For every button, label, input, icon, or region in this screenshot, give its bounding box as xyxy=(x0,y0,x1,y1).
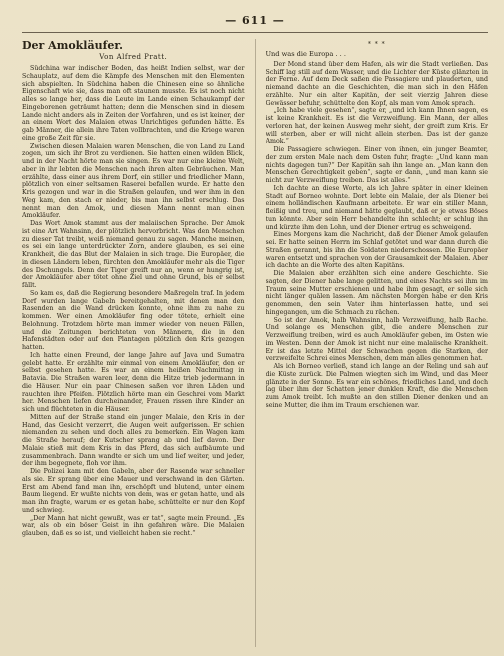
article-title: Der Amokläufer. xyxy=(22,39,123,52)
article-paragraph: Die Malaien aber erzählten sich eine andere Geschichte. Sie sagten, der Diener habe lange gelitten, und eines Nachts sei ihm im Traum seine Mutter erschienen und habe ihm gesagt, er solle sich nicht länger quälen lassen. Am nächsten Morgen habe er den Kris genommen, den sein Vater ihm hinterlassen hatte, und sei hingegangen, um die Schmach zu rächen. xyxy=(265,270,488,316)
article-paragraph: Als ich Borneo verließ, stand ich lange an der Reling und sah auf die Küste zurück. Die Palmen wiegten sich im Wind, und das Meer glänzte in der Sonne. Es war ein schönes, friedliches Land, und doch lag über ihm der Schatten jener dunklen Kraft, die die Menschen zum Amok treibt. Ich mußte an den stillen Diener denken und an seine Mutter, die ihm im Traum erschienen war. xyxy=(265,363,488,409)
section-subheading: Und was die Europa . . . xyxy=(265,50,346,58)
article-paragraph: Das Wort Amok stammt aus der malaiischen Sprache. Der Amok ist eine Art Wahnsinn, der plötzlich hervorbricht. Was den Menschen zu dieser Tat treibt, weiß niemand genau zu sagen. Manche meinen, es sei ein lange unterdrückter Zorn, andere glauben, es sei eine Krankheit, die das Blut der Malaien in sich trage. Die Europäer, die in diesen Ländern leben, fürchten den Amokläufer mehr als die Tiger des Dschungels. Denn der Tiger greift nur an, wenn er hungrig ist, der Amokläufer aber tötet ohne Ziel und ohne Grund, bis er selbst fällt. xyxy=(22,220,245,289)
article-paragraph: Ich hatte einen Freund, der lange Jahre auf Java und Sumatra gelebt hatte. Er erzählte mir einmal von einem Amokläufer, den er selbst gesehen hatte. Es war an einem heißen Nachmittag in Batavia. Die Straßen waren leer, denn die Hitze trieb jedermann in die Häuser. Nur ein paar Chinesen saßen vor ihren Läden und rauchten ihre Pfeifen. Plötzlich hörte man ein Geschrei vom Markt her. Menschen liefen durcheinander, Frauen rissen ihre Kinder an sich und flüchteten in die Häuser. xyxy=(22,351,245,413)
article-paragraph: So ist der Amok, halb Wahnsinn, halb Verzweiflung, halb Rache. Und solange es Menschen gibt, die andere Menschen zur Verzweiflung treiben, wird es auch Amokläufer geben, im Osten wie im Westen. Denn der Amok ist nicht nur eine malaiische Krankheit. Er ist das letzte Mittel der Schwachen gegen die Starken, der verzweifelte Schrei eines Menschen, dem man alles genommen hat. xyxy=(265,316,488,363)
article-paragraph: Südchina war indischer Boden, das heißt Indien selbst, war der Schauplatz, auf dem die Kämpfe des Menschen mit den Elementen sich abspielten. In Südchina haben die Chinesen eine so ähnliche Eigenschaft wie sie, dass man oft staunen musste. Es ist noch nicht alles so lange her, dass die Leute im Lande einen Schaukampf der Eingeborenen geträumt hatten; denn die Menschen sind in diesem Lande nicht anders als in Zeiten der Vorfahren, und es ist keiner, der an einem Wort des Malaien etwas Unrichtiges gefunden hätte. Es gab Männer, die allein ihre Taten vollbrachten, und die Kriege waren eine große Zeit für sie. xyxy=(22,65,245,142)
column-rule xyxy=(255,39,256,647)
left-column xyxy=(22,39,245,647)
section-ornament: * * * xyxy=(367,41,386,48)
page-header xyxy=(22,14,488,33)
article-paragraph: Mitten auf der Straße stand ein junger Malaie, den Kris in der Hand, das Gesicht verzerrt, die Augen weit aufgerissen. Er schien niemanden zu sehen und doch alles zu bemerken. Ein Wagen kam die Straße herauf; der Kutscher sprang ab und lief davon. Der Malaie stieß mit dem Kris in das Pferd, das sich aufbäumte und zusammenbrach. Dann wandte er sich um und lief weiter, und jeder, der ihm begegnete, floh vor ihm. xyxy=(22,413,245,468)
article-paragraph: „Ich habe viele gesehen“, sagte er, „und ich kann Ihnen sagen, es ist keine Krankheit. Es ist die Verzweiflung. Ein Mann, der alles verloren hat, der keinen Ausweg mehr sieht, der greift zum Kris. Er will sterben, aber er will nicht allein sterben. Das ist der ganze Amok.“ xyxy=(265,107,488,146)
article-paragraph: Ich dachte an diese Worte, als ich Jahre später in einer kleinen Stadt auf Borneo wohnte. Dort lebte ein Malaie, der als Diener bei einem holländischen Kaufmann arbeitete. Er war ein stiller Mann, fleißig und treu, und niemand hätte geglaubt, daß er je etwas Böses tun könnte. Aber sein Herr behandelte ihn schlecht; er schlug ihn und kürzte ihm den Lohn, und der Diener ertrug es schweigend. xyxy=(265,184,488,231)
right-column xyxy=(266,39,489,647)
article-paragraph: Die Passagiere schwiegen. Einer von ihnen, ein junger Beamter, der zum ersten Male nach dem Osten fuhr, fragte: „Und kann man nichts dagegen tun?“ Der Kapitän sah ihn lange an. „Man kann den Menschen Gerechtigkeit geben“, sagte er dann, „und man kann sie nicht zur Verzweiflung treiben. Das ist alles.“ xyxy=(265,146,488,184)
article-paragraph: Die Polizei kam mit den Gabeln, aber der Rasende war schneller als sie. Er sprang über eine Mauer und verschwand in den Gärten. Erst am Abend fand man ihn, erschöpft und blutend, unter einem Baum liegend. Er wußte nichts von dem, was er getan hatte, und als man ihn fragte, warum er es getan habe, schüttelte er nur den Kopf und schwieg. xyxy=(22,468,245,514)
page-number: — 611 — xyxy=(225,14,285,27)
article-paragraph: Der Mond stand über dem Hafen, als wir die Stadt verließen. Das Schiff lag still auf dem Wasser, und die Lichter der Küste glänzten in der Ferne. Auf dem Deck saßen die Passagiere und plauderten, und niemand dachte an die Geschichten, die man sich in den Häfen erzählte. Nur ein alter Kapitän, der seit vierzig Jahren diese Gewässer befuhr, schüttelte den Kopf, als man vom Amok sprach. xyxy=(265,60,488,107)
article-paragraph: „Der Mann hat nicht gewußt, was er tat“, sagte mein Freund. „Es war, als ob ein böser Geist in ihn gefahren wäre. Die Malaien glauben, daß es so ist, und vielleicht haben sie recht.“ xyxy=(22,514,245,537)
article-paragraph: So kam es, daß die Regierung besondere Maßregeln traf. In jedem Dorf wurden lange Gabeln bereitgehalten, mit denen man den Rasenden an die Wand drücken konnte, ohne ihm zu nahe zu kommen. Wer einen Amokläufer fing oder tötete, erhielt eine Belohnung. Trotzdem hörte man immer wieder von neuen Fällen, und die Zeitungen berichteten von Männern, die in den Hafenstädten oder auf den Plantagen plötzlich den Kris gezogen hatten. xyxy=(22,289,245,351)
article-columns xyxy=(22,39,488,647)
article-paragraph: Eines Morgens kam die Nachricht, daß der Diener Amok gelaufen sei. Er hatte seinen Herrn im Schlaf getötet und war dann durch die Straßen gerannt, bis ihn die Soldaten niederschossen. Die Europäer waren entsetzt und sprachen von der Grausamkeit der Malaien. Aber ich dachte an die Worte des alten Kapitäns. xyxy=(265,231,488,270)
article-paragraph: Zwischen diesen Malaien waren Menschen, die von Land zu Land zogen, um sich ihr Brot zu verdienen. Sie hatten einen wilden Blick, und in der Nacht hörte man sie singen. Es war nur eine kleine Welt, aber in ihr lebten die Menschen nach ihren alten Gebräuchen. Man erzählte, dass einer aus ihrem Dorf, ein stiller und friedlicher Mann, plötzlich von einer seltsamen Raserei befallen wurde. Er hatte den Kris gezogen und war in die Straßen gelaufen, und wer ihm in den Weg kam, den stach er nieder, bis man ihn selbst erschlug. Das nennt man den Amok, und diesen Mann nennt man einen Amokläufer. xyxy=(22,142,245,220)
article-byline: Von Alfred Pratt. xyxy=(99,53,168,61)
